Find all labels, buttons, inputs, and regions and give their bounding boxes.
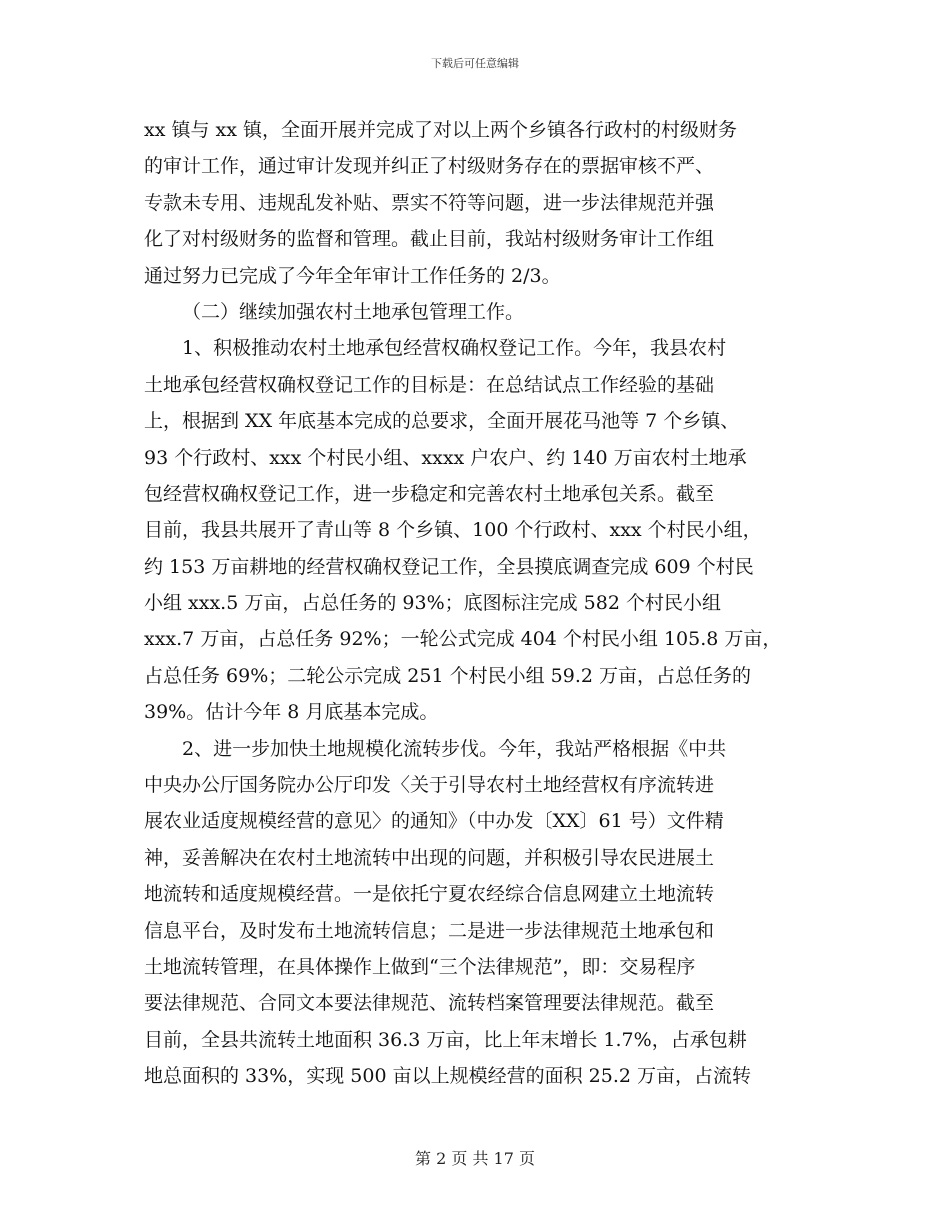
text-line: 专款未专用、违规乱发补贴、票实不符等问题，进一步法律规范并强 xyxy=(144,191,715,214)
section-heading: （二）继续加强农村土地承包管理工作。 xyxy=(182,300,525,323)
text-line: 神，妥善解决在农村土地流转中出现的问题，并积极引导农民进展土 xyxy=(144,846,715,869)
document-body xyxy=(144,112,808,1095)
text-line: 地总面积的 33%，实现 500 亩以上规模经营的面积 25.2 万亩，占流转 xyxy=(144,1065,751,1088)
text-line: 中央办公厅国务院办公厅印发〈关于引导农村土地经营权有序流转进 xyxy=(144,774,715,797)
text-line: xx 镇与 xx 镇，全面开展并完成了对以上两个乡镇各行政村的村级财务 xyxy=(144,119,737,141)
text-line: 土地承包经营权确权登记工作的目标是：在总结试点工作经验的基础 xyxy=(144,373,715,396)
page-header: 下载后可任意编辑 xyxy=(431,57,519,70)
text-line: 约 153 万亩耕地的经营权确权登记工作，全县摸底调查完成 609 个村民 xyxy=(144,555,754,578)
text-line: 目前，全县共流转土地面积 36.3 万亩，比上年末增长 1.7%，占承包耕 xyxy=(144,1028,747,1051)
text-line: 占总任务 69%；二轮公示完成 251 个村民小组 59.2 万亩，占总任务的 xyxy=(144,664,751,687)
text-line: 小组 xxx.5 万亩，占总任务的 93%；底图标注完成 582 个村民小组 xyxy=(144,592,721,615)
text-line: 展农业适度规模经营的意见〉的通知》（中办发〔XX〕61 号）文件精 xyxy=(144,810,724,833)
text-line: xxx.7 万亩，占总任务 92%；一轮公式完成 404 个村民小组 105.8 万亩， xyxy=(144,628,782,651)
text-line: 2、进一步加快土地规模化流转步伐。今年，我站严格根据《中共 xyxy=(182,737,727,760)
text-line: 包经营权确权登记工作，进一步稳定和完善农村土地承包关系。截至 xyxy=(144,482,715,505)
text-line: 要法律规范、合同文本要法律规范、流转档案管理要法律规范。截至 xyxy=(144,992,715,1015)
text-line: 通过努力已完成了今年全年审计工作任务的 2/3。 xyxy=(144,264,561,287)
text-line: 化了对村级财务的监督和管理。截止目前，我站村级财务审计工作组 xyxy=(144,228,715,251)
page-number: 第 2 页 共 17 页 xyxy=(415,1149,535,1168)
text-line: 93 个行政村、xxx 个村民小组、xxxx 户农户、约 140 万亩农村土地承 xyxy=(144,446,747,469)
text-line: 土地流转管理，在具体操作上做到“三个法律规范”，即：交易程序 xyxy=(144,955,696,978)
text-line: 信息平台，及时发布土地流转信息；二是进一步法律规范土地承包和 xyxy=(144,919,715,942)
text-line: 39%。估计今年 8 月底基本完成。 xyxy=(144,701,439,724)
text-line: 上，根据到 XX 年底基本完成的总要求，全面开展花马池等 7 个乡镇、 xyxy=(144,410,740,433)
text-line: 地流转和适度规模经营。一是依托宁夏农经综合信息网建立土地流转 xyxy=(144,883,715,906)
text-line: 目前，我县共展开了青山等 8 个乡镇、100 个行政村、xxx 个村民小组， xyxy=(144,519,762,542)
text-line: 1、积极推动农村土地承包经营权确权登记工作。今年，我县农村 xyxy=(182,337,727,360)
text-line: 的审计工作，通过审计发现并纠正了村级财务存在的票据审核不严、 xyxy=(144,155,715,178)
